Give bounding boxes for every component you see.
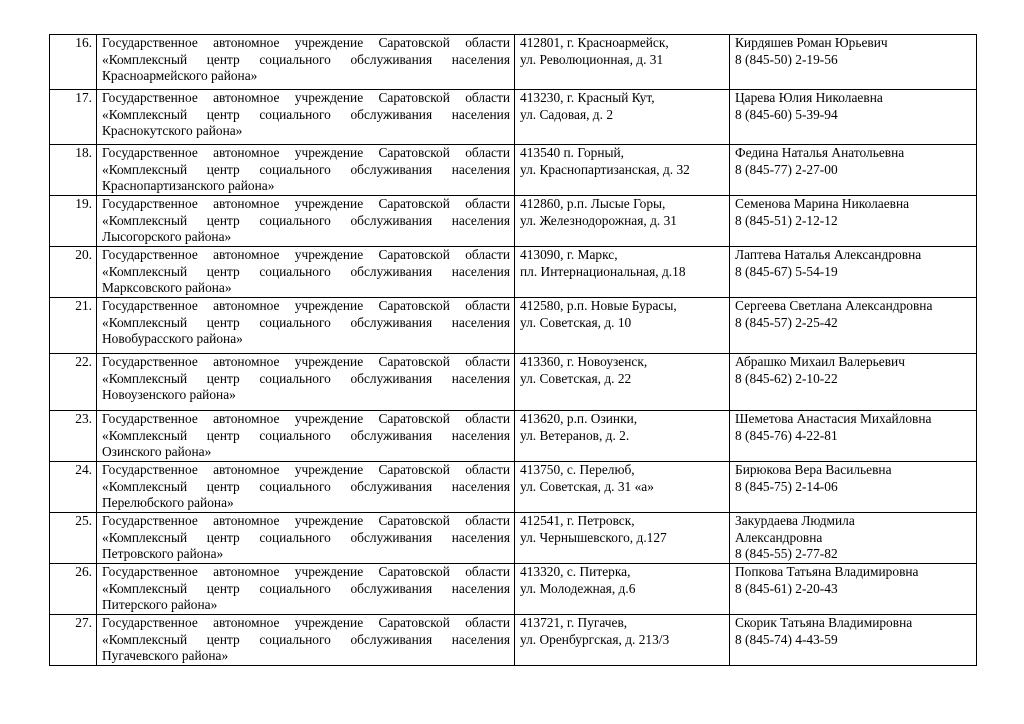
organization-address-line: пл. Интернациональная, д.18 bbox=[520, 263, 686, 279]
organization-name bbox=[97, 196, 515, 247]
row-number: 21. bbox=[50, 298, 97, 354]
row-number: 26. bbox=[50, 564, 97, 615]
organization-name-line: Пугачевского района» bbox=[102, 648, 229, 664]
table-row bbox=[50, 196, 977, 247]
director-contact-line: Абрашко Михаил Валерьевич bbox=[735, 354, 905, 369]
organization-name bbox=[97, 462, 515, 513]
organization-name-line: Государственное автономное учреждение Саратовской области bbox=[102, 90, 510, 105]
row-number: 22. bbox=[50, 354, 97, 411]
organization-address bbox=[515, 411, 730, 462]
director-contact-line: 8 (845-50) 2-19-56 bbox=[735, 51, 838, 67]
organization-name bbox=[97, 354, 515, 411]
organization-name-line: Новобурасского района» bbox=[102, 331, 243, 347]
organization-address-line: ул. Советская, д. 10 bbox=[520, 314, 632, 330]
table-row bbox=[50, 145, 977, 196]
organization-address bbox=[515, 564, 730, 615]
organization-name-line: Краснокутского района» bbox=[102, 123, 243, 139]
organization-name-line: «Комплексный центр социального обслуживания населения bbox=[102, 161, 510, 177]
organization-name bbox=[97, 564, 515, 615]
director-contact-line: 8 (845-74) 4-43-59 bbox=[735, 631, 838, 647]
organization-address bbox=[515, 615, 730, 666]
director-contact-line: Александровна bbox=[735, 529, 823, 545]
organization-name-line: Новоузенского района» bbox=[102, 387, 236, 403]
row-number: 20. bbox=[50, 247, 97, 298]
director-contact-line: Семенова Марина Николаевна bbox=[735, 196, 910, 211]
table-row bbox=[50, 247, 977, 298]
director-contact-line: 8 (845-57) 2-25-42 bbox=[735, 314, 838, 330]
director-contact-line: Бирюкова Вера Васильевна bbox=[735, 462, 892, 477]
organization-name-line: Государственное автономное учреждение Саратовской области bbox=[102, 354, 510, 369]
director-contact bbox=[730, 411, 977, 462]
registry-table-body bbox=[50, 35, 977, 666]
director-contact bbox=[730, 196, 977, 247]
row-number: 24. bbox=[50, 462, 97, 513]
director-contact bbox=[730, 615, 977, 666]
organization-name-line: Государственное автономное учреждение Саратовской области bbox=[102, 411, 510, 426]
organization-address-line: ул. Садовая, д. 2 bbox=[520, 106, 614, 122]
organization-name-line: Государственное автономное учреждение Саратовской области bbox=[102, 35, 510, 50]
organization-name-line: «Комплексный центр социального обслуживания населения bbox=[102, 212, 510, 228]
table-row bbox=[50, 411, 977, 462]
organization-address bbox=[515, 145, 730, 196]
table-row bbox=[50, 513, 977, 564]
organization-name-line: «Комплексный центр социального обслуживания населения bbox=[102, 529, 510, 545]
organization-name-line: Лысогорского района» bbox=[102, 229, 232, 245]
director-contact-line: Сергеева Светлана Александровна bbox=[735, 298, 933, 313]
organization-name-line: «Комплексный центр социального обслуживания населения bbox=[102, 106, 510, 122]
organization-name-line: Питерского района» bbox=[102, 597, 218, 613]
director-contact bbox=[730, 90, 977, 145]
director-contact bbox=[730, 513, 977, 564]
organization-name-line: «Комплексный центр социального обслуживания населения bbox=[102, 370, 510, 386]
organization-name-line: Государственное автономное учреждение Саратовской области bbox=[102, 196, 510, 211]
organization-address-line: ул. Молодежная, д.6 bbox=[520, 580, 636, 596]
registry-table bbox=[49, 34, 977, 666]
row-number: 17. bbox=[50, 90, 97, 145]
director-contact-line: Кирдяшев Роман Юрьевич bbox=[735, 35, 888, 50]
organization-address-line: 413230, г. Красный Кут, bbox=[520, 90, 655, 105]
organization-name-line: Петровского района» bbox=[102, 546, 224, 562]
organization-name-line: Озинского района» bbox=[102, 444, 212, 460]
organization-address-line: ул. Краснопартизанская, д. 32 bbox=[520, 161, 690, 177]
organization-address bbox=[515, 462, 730, 513]
organization-name-line: «Комплексный центр социального обслуживания населения bbox=[102, 478, 510, 494]
director-contact bbox=[730, 298, 977, 354]
organization-address-line: ул. Чернышевского, д.127 bbox=[520, 529, 667, 545]
organization-address-line: 413540 п. Горный, bbox=[520, 145, 625, 160]
director-contact bbox=[730, 462, 977, 513]
director-contact bbox=[730, 564, 977, 615]
organization-address bbox=[515, 513, 730, 564]
director-contact-line: 8 (845-75) 2-14-06 bbox=[735, 478, 838, 494]
table-row bbox=[50, 35, 977, 90]
organization-name-line: Государственное автономное учреждение Саратовской области bbox=[102, 247, 510, 262]
organization-name-line: Государственное автономное учреждение Саратовской области bbox=[102, 513, 510, 528]
organization-address-line: 413620, р.п. Озинки, bbox=[520, 411, 638, 426]
organization-name-line: «Комплексный центр социального обслуживания населения bbox=[102, 427, 510, 443]
organization-address bbox=[515, 35, 730, 90]
organization-address bbox=[515, 298, 730, 354]
director-contact-line: Скорик Татьяна Владимировна bbox=[735, 615, 913, 630]
organization-address-line: 413320, с. Питерка, bbox=[520, 564, 631, 579]
organization-address-line: 412860, р.п. Лысые Горы, bbox=[520, 196, 666, 211]
organization-name-line: Государственное автономное учреждение Саратовской области bbox=[102, 564, 510, 579]
organization-address-line: 412580, р.п. Новые Бурасы, bbox=[520, 298, 677, 313]
organization-address bbox=[515, 196, 730, 247]
director-contact-line: 8 (845-77) 2-27-00 bbox=[735, 161, 838, 177]
organization-name-line: Государственное автономное учреждение Саратовской области bbox=[102, 462, 510, 477]
director-contact bbox=[730, 354, 977, 411]
organization-name-line: Перелюбского района» bbox=[102, 495, 234, 511]
organization-name-line: «Комплексный центр социального обслуживания населения bbox=[102, 263, 510, 279]
director-contact bbox=[730, 145, 977, 196]
director-contact-line: Шеметова Анастасия Михайловна bbox=[735, 411, 932, 426]
organization-name-line: Государственное автономное учреждение Саратовской области bbox=[102, 615, 510, 630]
director-contact-line: Лаптева Наталья Александровна bbox=[735, 247, 922, 262]
director-contact bbox=[730, 247, 977, 298]
organization-address-line: ул. Революционная, д. 31 bbox=[520, 51, 664, 67]
director-contact-line: 8 (845-76) 4-22-81 bbox=[735, 427, 838, 443]
table-row bbox=[50, 564, 977, 615]
organization-name-line: «Комплексный центр социального обслуживания населения bbox=[102, 51, 510, 67]
organization-name-line: «Комплексный центр социального обслуживания населения bbox=[102, 314, 510, 330]
organization-name bbox=[97, 298, 515, 354]
row-number: 27. bbox=[50, 615, 97, 666]
organization-name-line: Марксовского района» bbox=[102, 280, 232, 296]
row-number: 18. bbox=[50, 145, 97, 196]
director-contact-line: 8 (845-67) 5-54-19 bbox=[735, 263, 838, 279]
row-number: 25. bbox=[50, 513, 97, 564]
director-contact-line: Царева Юлия Николаевна bbox=[735, 90, 883, 105]
row-number: 19. bbox=[50, 196, 97, 247]
table-row bbox=[50, 462, 977, 513]
organization-name-line: Красноармейского района» bbox=[102, 68, 258, 84]
row-number: 16. bbox=[50, 35, 97, 90]
director-contact-line: 8 (845-62) 2-10-22 bbox=[735, 370, 838, 386]
organization-name bbox=[97, 411, 515, 462]
organization-address-line: ул. Ветеранов, д. 2. bbox=[520, 427, 630, 443]
director-contact-line: 8 (845-51) 2-12-12 bbox=[735, 212, 838, 228]
organization-name bbox=[97, 513, 515, 564]
organization-address-line: 413750, с. Перелюб, bbox=[520, 462, 635, 477]
organization-address-line: 413721, г. Пугачев, bbox=[520, 615, 628, 630]
organization-address-line: ул. Советская, д. 31 «а» bbox=[520, 478, 654, 494]
organization-name-line: Государственное автономное учреждение Саратовской области bbox=[102, 145, 510, 160]
organization-name bbox=[97, 90, 515, 145]
director-contact bbox=[730, 35, 977, 90]
organization-address-line: 412541, г. Петровск, bbox=[520, 513, 635, 528]
table-row bbox=[50, 90, 977, 145]
table-row bbox=[50, 615, 977, 666]
organization-address-line: 413360, г. Новоузенск, bbox=[520, 354, 648, 369]
table-row bbox=[50, 354, 977, 411]
organization-address-line: ул. Оренбургская, д. 213/3 bbox=[520, 631, 670, 647]
organization-address bbox=[515, 354, 730, 411]
organization-address-line: ул. Железнодорожная, д. 31 bbox=[520, 212, 677, 228]
organization-name-line: Государственное автономное учреждение Саратовской области bbox=[102, 298, 510, 313]
director-contact-line: Федина Наталья Анатольевна bbox=[735, 145, 905, 160]
organization-name bbox=[97, 145, 515, 196]
organization-name bbox=[97, 615, 515, 666]
organization-name-line: «Комплексный центр социального обслуживания населения bbox=[102, 631, 510, 647]
organization-address-line: 413090, г. Маркс, bbox=[520, 247, 618, 262]
organization-address-line: 412801, г. Красноармейск, bbox=[520, 35, 669, 50]
organization-name bbox=[97, 247, 515, 298]
organization-address-line: ул. Советская, д. 22 bbox=[520, 370, 632, 386]
director-contact-line: 8 (845-61) 2-20-43 bbox=[735, 580, 838, 596]
director-contact-line: 8 (845-60) 5-39-94 bbox=[735, 106, 838, 122]
row-number: 23. bbox=[50, 411, 97, 462]
director-contact-line: 8 (845-55) 2-77-82 bbox=[735, 546, 838, 562]
organization-name-line: Краснопартизанского района» bbox=[102, 178, 275, 194]
table-row bbox=[50, 298, 977, 354]
organization-name-line: «Комплексный центр социального обслуживания населения bbox=[102, 580, 510, 596]
organization-name bbox=[97, 35, 515, 90]
director-contact-line: Закурдаева Людмила bbox=[735, 513, 855, 528]
organization-address bbox=[515, 247, 730, 298]
organization-address bbox=[515, 90, 730, 145]
director-contact-line: Попкова Татьяна Владимировна bbox=[735, 564, 919, 579]
